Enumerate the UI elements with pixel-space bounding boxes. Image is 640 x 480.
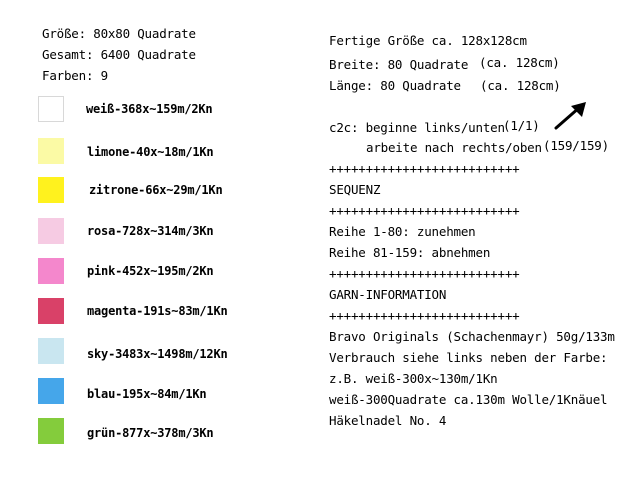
color-label-blau: blau-195x~84m/1Kn — [87, 387, 207, 401]
separator: ++++++++++++++++++++++++++ — [329, 266, 520, 281]
color-label-sky: sky-3483x~1498m/12Kn — [87, 347, 228, 361]
swatch-limone — [38, 138, 64, 164]
color-label-rosa: rosa-728x~314m/3Kn — [87, 224, 214, 238]
row-increase: Reihe 1-80: zunehmen — [329, 224, 476, 239]
width-info: Breite: 80 Quadrate — [329, 57, 469, 72]
usage-note: Verbrauch siehe links neben der Farbe: — [329, 350, 608, 365]
separator: ++++++++++++++++++++++++++ — [329, 203, 520, 218]
separator: ++++++++++++++++++++++++++ — [329, 161, 520, 176]
swatch-gruen — [38, 418, 64, 444]
swatch-rosa — [38, 218, 64, 244]
yarn-brand: Bravo Originals (Schachenmayr) 50g/133m — [329, 329, 615, 344]
color-label-limone: limone-40x~18m/1Kn — [87, 145, 214, 159]
c2c-start: c2c: beginne links/unten — [329, 120, 505, 135]
swatch-weiss — [38, 96, 64, 122]
color-label-gruen: grün-877x~378m/3Kn — [87, 426, 214, 440]
arrow-up-right-icon — [552, 100, 588, 132]
swatch-zitrone — [38, 177, 64, 203]
color-label-weiss: weiß-368x~159m/2Kn — [86, 102, 213, 116]
work-direction: arbeite nach rechts/oben — [366, 140, 542, 155]
finished-size: Fertige Größe ca. 128x128cm — [329, 33, 527, 48]
colors-count: Farben: 9 — [42, 68, 108, 83]
size-info: Größe: 80x80 Quadrate — [42, 26, 196, 41]
usage-example: z.B. weiß-300x~130m/1Kn — [329, 371, 498, 386]
color-label-zitrone: zitrone-66x~29m/1Kn — [89, 183, 223, 197]
swatch-pink — [38, 258, 64, 284]
length-cm: (ca. 128cm) — [480, 78, 561, 93]
total-info: Gesamt: 6400 Quadrate — [42, 47, 196, 62]
swatch-sky — [38, 338, 64, 364]
section-sequenz: SEQUENZ — [329, 182, 381, 197]
swatch-magenta — [38, 298, 64, 324]
color-label-magenta: magenta-191s~83m/1Kn — [87, 304, 228, 318]
hook-size: Häkelnadel No. 4 — [329, 413, 447, 428]
color-label-pink: pink-452x~195m/2Kn — [87, 264, 214, 278]
row-decrease: Reihe 81-159: abnehmen — [329, 245, 491, 260]
work-count: (159/159) — [543, 138, 609, 153]
usage-explained: weiß-300Quadrate ca.130m Wolle/1Knäuel — [329, 392, 608, 407]
section-garn: GARN-INFORMATION — [329, 287, 447, 302]
width-cm: (ca. 128cm) — [479, 55, 560, 70]
swatch-blau — [38, 378, 64, 404]
c2c-count: (1/1) — [503, 118, 540, 133]
length-info: Länge: 80 Quadrate — [329, 78, 461, 93]
separator: ++++++++++++++++++++++++++ — [329, 308, 520, 323]
